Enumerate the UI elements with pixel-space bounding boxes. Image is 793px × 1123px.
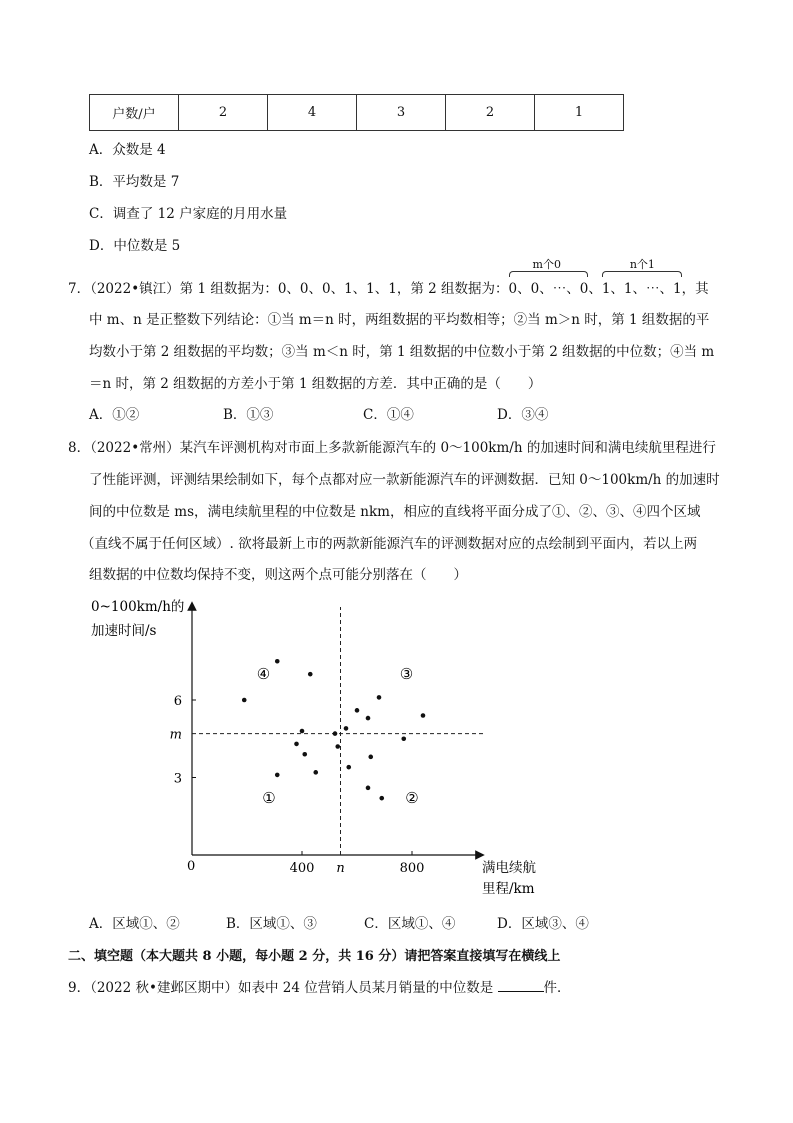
q9-answer-blank[interactable] (498, 978, 544, 992)
data-point (366, 716, 371, 721)
data-point (294, 742, 299, 747)
q7-option-c: C．①④ (363, 407, 414, 423)
q7-line3: 均数小于第 2 组数据的平均数；③当 m＜n 时，第 1 组数据的中位数小于第 2 组数据的中位数；④当 m (89, 344, 715, 360)
data-point (242, 698, 247, 703)
q6-option-a: A．众数是 4 (89, 142, 166, 158)
region-label: ④ (256, 665, 271, 684)
q7-m-label: m个0 (532, 258, 561, 271)
data-point (366, 786, 371, 791)
frequency-table (89, 94, 624, 131)
q8-line5: 组数据的中位数均保持不变，则这两个点可能分别落在（ ） (89, 567, 467, 583)
data-point (377, 695, 382, 700)
y-tick-label: 6 (173, 694, 182, 709)
median-y-label: m (169, 727, 182, 743)
table-row (90, 95, 624, 131)
q8-line4: （直线不属于任何区域）. 欲将最新上市的两款新能源汽车的评测数据对应的点绘制到平面内，若以上两 (81, 536, 698, 552)
region-label: ① (262, 789, 276, 808)
x-axis-label-line1: 满电续航 (482, 860, 536, 876)
data-point (379, 796, 384, 801)
scatter-chart (0, 590, 560, 900)
q7-n-brace (602, 271, 682, 277)
x-tick-label: 400 (289, 861, 315, 876)
data-point (302, 752, 307, 757)
q7-line2: 中 m、n 是正整数下列结论：①当 m＝n 时，两组数据的平均数相等；②当 m＞n 时，第 1 组数据的平 (89, 312, 710, 328)
q7-line1: 7．（2022•镇江）第 1 组数据为：0、0、0、1、1、1，第 2 组数据为： m个0 0、0、⋯、0、 n个1 1、1、⋯、1，其 (68, 258, 709, 297)
q7-option-d: D．③④ (497, 407, 549, 423)
data-point (335, 744, 340, 749)
q7-option-b: B．①③ (223, 407, 274, 423)
region-label: ② (405, 789, 419, 808)
table-cell: 3 (357, 95, 446, 131)
section-2-heading: 二、填空题（本大题共 8 小题，每小题 2 分，共 16 分）请把答案直接填写在横线上 (68, 949, 561, 964)
x-axis-label-line2: 里程/km (482, 881, 535, 897)
x-tick-label: 800 (399, 861, 425, 876)
q9-line (68, 976, 571, 996)
data-point (308, 672, 313, 677)
data-point (333, 731, 338, 736)
y-axis-label-line2: 加速时间/s (91, 623, 157, 639)
q7-zero-seq: m个0 0、0、⋯、0 (508, 258, 589, 297)
q7-option-a: A．①② (89, 407, 140, 423)
q8-option-d: D．区域③、④ (497, 916, 589, 932)
table-cell: 2 (446, 95, 535, 131)
q7-m-brace (509, 271, 589, 277)
data-point (344, 726, 349, 731)
median-x-label: n (336, 861, 345, 876)
q8-option-b: B．区域①、③ (226, 916, 317, 932)
y-tick-label: 3 (173, 771, 182, 787)
q6-option-b: B．平均数是 7 (89, 174, 180, 190)
data-point (275, 773, 280, 778)
data-point (313, 770, 318, 775)
q8-line3: 间的中位数是 ms，满电续航里程的中位数是 nkm，相应的直线将平面分成了①、②、③、④四个区域 (89, 504, 701, 520)
q7-line1-text: 7．（2022•镇江）第 1 组数据为：0、0、0、1、1、1，第 2 组数据为： (68, 281, 509, 297)
q8-line2: 了性能评测，评测结果绘制如下，每个点都对应一款新能源汽车的评测数据．已知 0～100km/h 的加速时 (89, 472, 720, 488)
y-axis-label-line1: 0~100km/h的 (91, 599, 185, 615)
table-cell: 1 (535, 95, 624, 131)
q7-line4: ＝n 时，第 2 组数据的方差小于第 1 组数据的方差．其中正确的是（ ） (89, 376, 542, 392)
data-point (300, 729, 305, 734)
q6-option-c: C．调查了 12 户家庭的月用水量 (89, 206, 288, 222)
origin-label: 0 (187, 859, 196, 874)
data-point (355, 708, 360, 713)
q6-option-d: D．中位数是 5 (89, 238, 181, 254)
q8-option-c: C．区域①、④ (364, 916, 456, 932)
table-row-label: 户数/户 (90, 95, 179, 131)
data-point (275, 659, 280, 664)
q8-option-a: A．区域①、② (89, 916, 180, 932)
data-point (421, 713, 426, 718)
table-cell: 2 (179, 95, 268, 131)
data-point (401, 736, 406, 741)
q9-text-before: 9．（2022 秋•建邺区期中）如表中 24 位营销人员某月销量的中位数是 (68, 980, 494, 996)
data-point (346, 765, 351, 770)
q7-one-seq: n个1 1、1、⋯、1 (601, 258, 682, 297)
region-label: ③ (399, 665, 414, 684)
q7-n-label: n个1 (629, 258, 655, 271)
table-cell: 4 (268, 95, 357, 131)
q8-line1: 8．（2022•常州）某汽车评测机构对市面上多款新能源汽车的 0～100km/h 的加速时间和满电续航里程进行 (68, 440, 716, 456)
q9-text-after: 件． (543, 980, 571, 996)
data-point (368, 755, 373, 760)
